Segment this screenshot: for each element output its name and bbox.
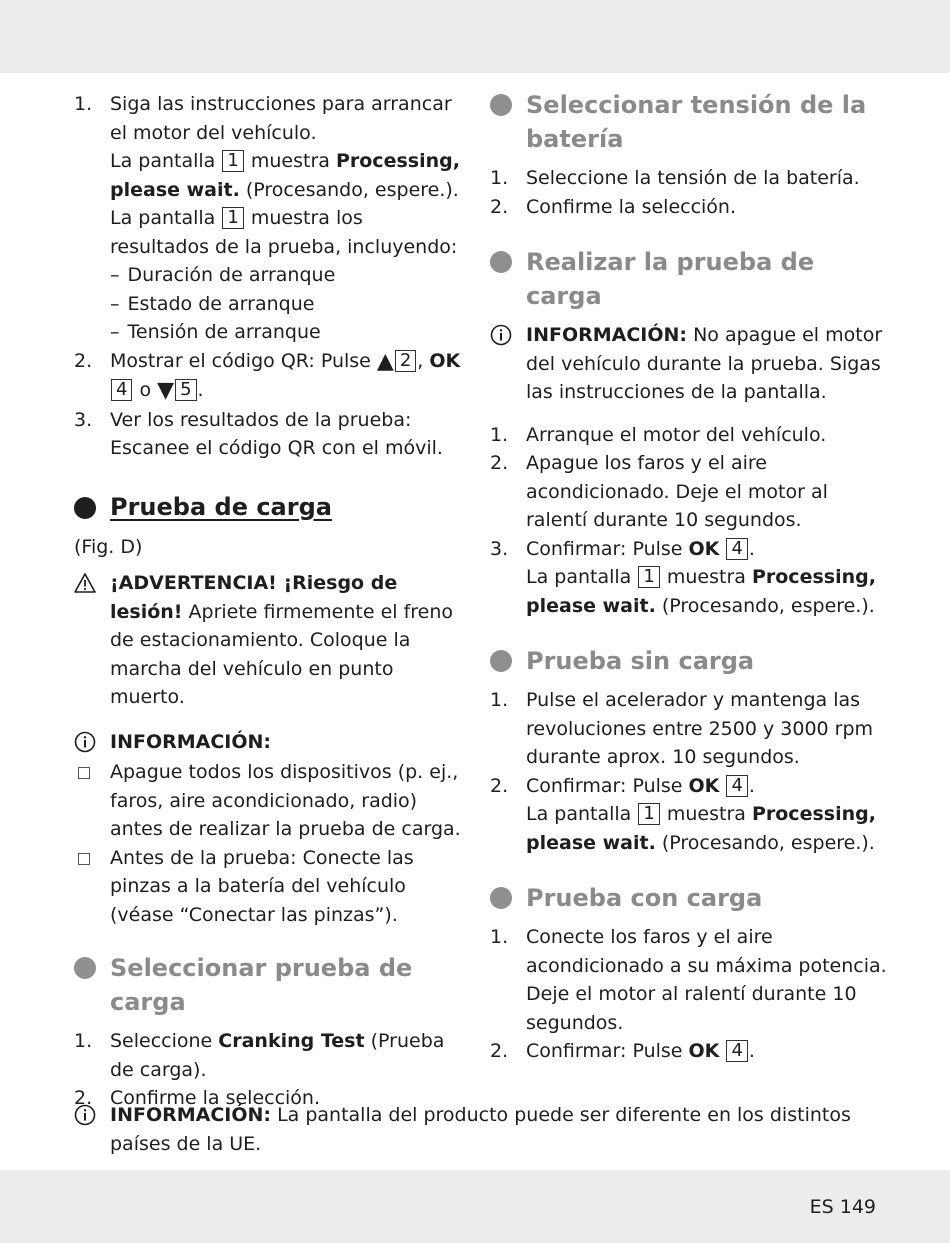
bullet-dot-icon <box>490 94 512 116</box>
section-heading <box>74 491 464 523</box>
step-text: La pantalla <box>110 207 216 229</box>
info-icon <box>490 324 512 346</box>
step-number: 2. <box>490 195 509 218</box>
key-label: 1 <box>638 566 659 588</box>
heading-text: Realizar la prueba de carga <box>526 248 815 310</box>
info-title: INFORMACIÓN: <box>110 1104 272 1126</box>
list-item <box>490 421 890 450</box>
dash-item: – Estado de arranque <box>110 290 464 319</box>
step-text: Siga las instrucciones para arrancar el motor del vehículo. <box>110 93 452 144</box>
ok-label: OK <box>688 537 720 560</box>
list-item <box>74 844 464 930</box>
info-note <box>490 321 890 407</box>
intro-steps <box>74 90 464 463</box>
page-number: ES 149 <box>809 1196 876 1218</box>
ok-label: OK <box>688 1040 720 1062</box>
step-text: Mostrar el código QR: Pulse <box>110 349 371 372</box>
step-number: 2. <box>490 1040 509 1062</box>
step-number: 2. <box>490 774 509 797</box>
key-label: 4 <box>726 538 747 560</box>
step-text: Arranque el motor del vehículo. <box>526 423 827 446</box>
warning-text: Apriete firmemente el freno de estacionamiento. Coloque la marcha del vehículo en punto muerto. <box>110 600 454 708</box>
step-number: 1. <box>74 93 93 115</box>
list-item: 3. Confirmar: Pulse OK 4 . La pantalla 1 muestra Processing, please wait. (Procesando, espere.). <box>490 535 890 621</box>
bullet-dot-icon <box>490 887 512 909</box>
left-column <box>74 90 464 1113</box>
heading-text: Prueba sin carga <box>526 647 755 675</box>
step-text: La pantalla <box>110 150 216 172</box>
step-text: Seleccione la tensión de la batería. <box>526 167 860 189</box>
key-label: 5 <box>175 379 196 401</box>
key-label: 4 <box>111 379 132 401</box>
step-number: 3. <box>74 408 93 431</box>
key-label: 1 <box>638 803 659 825</box>
key-label: 1 <box>222 150 243 172</box>
step-number: 1. <box>490 423 509 446</box>
dash-item: – Duración de arranque <box>110 261 464 290</box>
with-load-steps <box>490 923 890 1066</box>
step-text: Confirme la selección. <box>526 195 737 218</box>
warning-icon <box>74 572 96 594</box>
figure-reference: (Fig. D) <box>74 535 143 558</box>
step-text: muestra <box>666 566 746 588</box>
step-text: Conecte los faros y el aire acondicionado a su máxima potencia. Deje el motor al ralentí durante 10 segundos. <box>526 926 887 1034</box>
step-text: Confirme la selección. <box>110 1087 321 1109</box>
step-number: 2. <box>74 1087 93 1109</box>
step-text: (Prueba de carga). <box>110 1030 445 1081</box>
info-icon <box>74 1104 96 1126</box>
step-text: (Procesando, espere.). <box>661 594 875 617</box>
footer-band <box>0 1170 950 1243</box>
list-item <box>490 686 890 772</box>
step-text: Confirmar: Pulse <box>526 774 683 797</box>
info-text: La pantalla del producto puede ser diferente en los distintos países de la UE. <box>110 1104 851 1155</box>
step-text: muestra <box>250 150 330 172</box>
heading-text: Seleccionar tensión de la batería <box>526 91 867 153</box>
list-item: 2. Confirmar: Pulse OK 4 . La pantalla 1 muestra Processing, please wait. (Procesando, espere.). <box>490 772 890 858</box>
bullet-dot-icon <box>490 251 512 273</box>
heading-text: Prueba de carga <box>110 492 332 521</box>
step-text: Apague los faros y el aire acondicionado. Deje el motor al ralentí durante 10 segundos. <box>526 452 828 531</box>
triangle-down-icon: ▼ <box>157 378 175 403</box>
section-heading <box>490 881 890 915</box>
step-text: muestra los resultados de la prueba, incluyendo: <box>110 207 458 258</box>
select-steps <box>74 1027 464 1113</box>
perform-steps <box>490 421 890 621</box>
list-item <box>74 406 464 463</box>
step-text: La pantalla <box>526 803 632 825</box>
info-checklist <box>74 758 464 929</box>
step-number: 1. <box>490 926 509 948</box>
header-band <box>0 0 950 73</box>
step-number: 1. <box>74 1030 93 1052</box>
no-load-steps <box>490 686 890 857</box>
processing-text: Processing, please wait. <box>526 803 876 854</box>
triangle-up-icon: ▲ <box>376 348 394 374</box>
info-title: INFORMACIÓN: <box>110 730 272 753</box>
processing-text: Processing, please wait. <box>110 150 460 201</box>
info-title: INFORMACIÓN: <box>526 324 688 346</box>
item-text: Antes de la prueba: Conecte las pinzas a la batería del vehículo (véase “Conectar las pinzas”). <box>110 846 414 926</box>
section-heading <box>490 644 890 678</box>
bottom-info-note <box>74 1101 900 1158</box>
bullet-dot-icon <box>74 957 96 979</box>
section-heading <box>490 245 890 313</box>
warning-note <box>74 569 464 712</box>
heading-text: Prueba con carga <box>526 884 763 912</box>
checkbox-icon <box>78 853 90 865</box>
step-text: o <box>139 379 152 401</box>
list-item: 2. Confirmar: Pulse OK 4 . <box>490 1037 890 1066</box>
list-item <box>490 923 890 1037</box>
key-label: 1 <box>222 207 243 229</box>
step-number: 3. <box>490 537 509 560</box>
heading-text: Seleccionar prueba de carga <box>110 954 413 1016</box>
ok-label: OK <box>688 774 720 797</box>
voltage-steps <box>490 164 890 221</box>
section-heading <box>74 951 464 1019</box>
item-text: Apague todos los dispositivos (p. ej., faros, aire acondicionado, radio) antes de realizar la prueba de carga. <box>110 761 461 840</box>
menu-label: Cranking Test <box>218 1030 365 1052</box>
step-text: muestra <box>666 803 746 825</box>
list-item <box>490 164 890 193</box>
key-label: 2 <box>395 350 416 372</box>
step-number: 1. <box>490 167 509 189</box>
list-item <box>490 449 890 535</box>
step-text: Seleccione <box>110 1030 213 1052</box>
step-text: Ver los resultados de la prueba: <box>110 408 412 431</box>
key-label: 4 <box>726 775 747 797</box>
step-text: Escanee el código QR con el móvil. <box>110 437 443 459</box>
list-item <box>74 1027 464 1084</box>
section-heading <box>490 88 890 156</box>
step-text: Confirmar: Pulse <box>526 1040 683 1062</box>
bullet-dot-icon <box>490 650 512 672</box>
info-text: No apague el motor del vehículo durante la prueba. Sigas las instrucciones de la pantalla. <box>526 324 883 403</box>
dash-item: – Tensión de arranque <box>110 318 464 347</box>
step-number: 1. <box>490 689 509 711</box>
checkbox-icon <box>78 767 90 779</box>
step-text: (Procesando, espere.). <box>661 831 875 854</box>
step-text: La pantalla <box>526 566 632 588</box>
list-item <box>490 193 890 222</box>
ok-label: OK <box>429 349 461 372</box>
info-note <box>74 728 464 757</box>
info-icon <box>74 731 96 753</box>
step-number: 2. <box>490 452 509 474</box>
list-item <box>74 758 464 844</box>
key-label: 4 <box>726 1040 747 1062</box>
list-item <box>74 90 464 347</box>
list-item: 2. Mostrar el código QR: Pulse ▲ 2 , OK 4 o ▼ 5 . <box>74 348 461 403</box>
step-text: Confirmar: Pulse <box>526 537 683 560</box>
right-column <box>490 88 890 1066</box>
processing-text: Processing, please wait. <box>526 566 876 617</box>
step-text: (Procesando, espere.). <box>245 178 459 201</box>
warning-title: ¡ADVERTENCIA! ¡Riesgo de lesión! <box>110 572 398 623</box>
bullet-dot-icon <box>74 497 96 519</box>
step-number: 2. <box>74 349 93 372</box>
step-text: Pulse el acelerador y mantenga las revoluciones entre 2500 y 3000 rpm durante aprox. 10 segundos. <box>526 689 874 768</box>
